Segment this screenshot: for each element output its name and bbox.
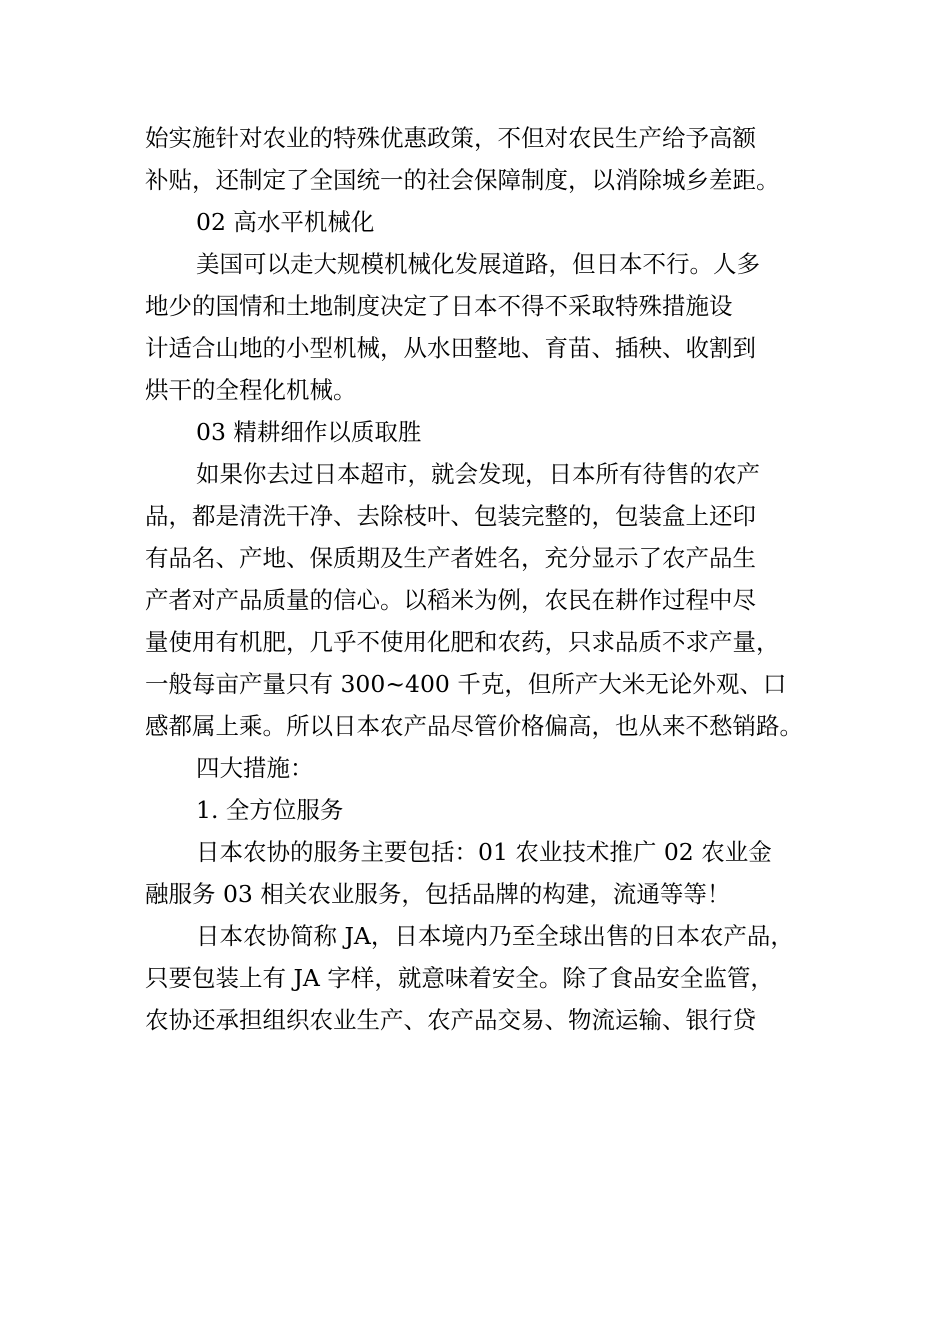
text-line: 补贴，还制定了全国统一的社会保障制度，以消除城乡差距。 [145,166,780,194]
text-line: 农协还承担组织农业生产、农产品交易、物流运输、银行贷 [145,1006,756,1034]
text-line: 日本农协的服务主要包括：01 农业技术推广 02 农业金 [196,838,772,866]
text-line: 日本农协简称 JA，日本境内乃至全球出售的日本农产品， [196,922,794,950]
section-heading: 02 高水平机械化 [196,208,375,236]
text-line: 量使用有机肥，几乎不使用化肥和农药，只求品质不求产量， [145,628,780,656]
section-heading: 1. 全方位服务 [196,796,344,824]
text-line: 美国可以走大规模机械化发展道路，但日本不行。人多 [196,250,760,278]
text-line: 有品名、产地、保质期及生产者姓名，充分显示了农产品生 [145,544,756,572]
text-line: 始实施针对农业的特殊优惠政策，不但对农民生产给予高额 [145,124,756,152]
text-line: 烘干的全程化机械。 [145,376,357,404]
section-heading: 四大措施： [196,754,314,782]
text-line: 品，都是清洗干净、去除枝叶、包装完整的，包装盒上还印 [145,502,756,530]
text-line: 地少的国情和土地制度决定了日本不得不采取特殊措施设 [145,292,733,320]
text-line: 融服务 03 相关农业服务，包括品牌的构建，流通等等！ [145,880,731,908]
text-line: 产者对产品质量的信心。以稻米为例，农民在耕作过程中尽 [145,586,756,614]
section-heading: 03 精耕细作以质取胜 [196,418,422,446]
text-line: 只要包装上有 JA 字样，就意味着安全。除了食品安全监管， [145,964,774,992]
text-line: 一般每亩产量只有 300~400 千克，但所产大米无论外观、口 [145,670,787,698]
text-line: 计适合山地的小型机械，从水田整地、育苗、插秧、收割到 [145,334,756,362]
text-line: 感都属上乘。所以日本农产品尽管价格偏高，也从来不愁销路。 [145,712,803,740]
text-line: 如果你去过日本超市，就会发现，日本所有待售的农产 [196,460,760,488]
